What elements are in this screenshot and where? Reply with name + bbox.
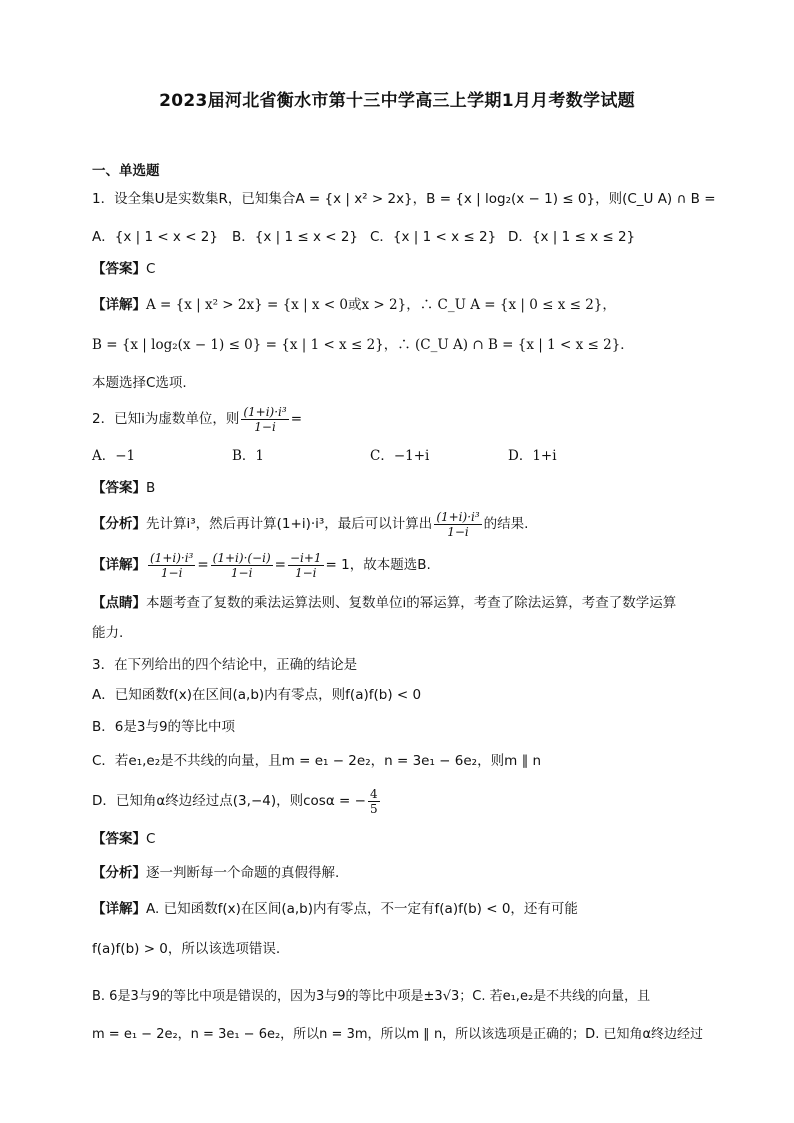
detail-label: 【详解】 <box>92 297 146 313</box>
q2-option-c[interactable]: C．−1+i <box>370 448 430 464</box>
q2-stem-equals: = <box>290 411 303 427</box>
q2-detail-tail: = 1，故本题选B. <box>325 557 431 573</box>
q2-comment-text-1: 本题考查了复数的乘法运算法则、复数单位i的幂运算，考查了除法运算，考查了数学运算 <box>146 595 677 611</box>
answer-label: 【答案】 <box>92 480 146 496</box>
q2-option-a[interactable]: A．−1 <box>92 448 136 464</box>
q2-option-b[interactable]: B．1 <box>232 448 265 464</box>
q3-detail-1 <box>92 900 578 918</box>
q1-option-a[interactable]: A．{x | 1 < x < 2} <box>92 229 218 245</box>
q3-option-a[interactable]: A．已知函数f(x)在区间(a,b)内有零点，则f(a)f(b) < 0 <box>92 687 422 703</box>
q1-answer-value: C <box>146 261 156 277</box>
q3-answer-value: C <box>146 831 156 847</box>
fraction-numerator: (1+i)·i³ <box>436 509 480 524</box>
q1-option-c[interactable]: C．{x | 1 < x ≤ 2} <box>370 229 497 245</box>
q3-stem: 3．在下列给出的四个结论中，正确的结论是 <box>92 657 358 673</box>
q1-answer <box>92 260 155 278</box>
q3-detail-3: B. 6是3与9的等比中项是错误的，因为3与9的等比中项是±3√3；C. 若e₁,e₂是不共线的向量，且 <box>92 989 651 1004</box>
q2-analysis <box>92 507 528 541</box>
comment-label: 【点睛】 <box>92 595 146 611</box>
q2-comment-2: 能力. <box>92 625 124 641</box>
q3-option-b[interactable]: B．6是3与9的等比中项 <box>92 719 236 735</box>
q3-analysis <box>92 864 339 882</box>
fraction-denominator: 1−i <box>447 524 469 539</box>
q2-detail-fraction-1 <box>148 551 195 580</box>
q3-option-d-text: D．已知角α终边经过点(3,−4)，则cosα = − <box>92 793 366 809</box>
q2-stem-text: 2．已知i为虚数单位，则 <box>92 411 240 427</box>
fraction-denominator: 1−i <box>294 565 317 580</box>
fraction-denominator: 1−i <box>254 419 276 434</box>
q3-option-d-fraction <box>368 787 380 816</box>
analysis-label: 【分析】 <box>92 516 146 532</box>
fraction-numerator: (1+i)·(−i) <box>212 550 271 565</box>
fraction-numerator: −i+1 <box>289 550 322 565</box>
q1-detail-1 <box>92 296 616 314</box>
q1-detail-text-1: A = {x | x² > 2x} = {x | x < 0或x > 2}，∴ C_U A = {x | 0 ≤ x ≤ 2}， <box>146 297 616 313</box>
q2-answer <box>92 479 155 497</box>
q3-option-d[interactable] <box>92 784 382 818</box>
q1-stem: 1．设全集U是实数集R，已知集合A = {x | x² > 2x}，B = {x | log₂(x − 1) ≤ 0}，则(C_U A) ∩ B = <box>92 191 716 207</box>
q2-detail-fraction-2 <box>211 551 273 580</box>
section-heading: 一、单选题 <box>92 163 160 179</box>
q1-conclusion: 本题选择C选项. <box>92 375 187 391</box>
equals-sign: = <box>274 557 286 573</box>
fraction-denominator: 5 <box>369 801 378 816</box>
q2-answer-value: B <box>146 480 156 496</box>
fraction-numerator: (1+i)·i³ <box>150 550 194 565</box>
q1-detail-2: B = {x | log₂(x − 1) ≤ 0} = {x | 1 < x ≤ 2}，∴ (C_U A) ∩ B = {x | 1 < x ≤ 2}． <box>92 337 634 353</box>
equals-sign: = <box>197 557 209 573</box>
q3-option-c[interactable]: C．若e₁,e₂是不共线的向量，且m = e₁ − 2e₂，n = 3e₁ − 6e₂，则m ∥ n <box>92 753 542 769</box>
q2-analysis-text: 先计算i³，然后再计算(1+i)·i³，最后可以计算出 <box>146 516 433 532</box>
q2-option-d[interactable]: D．1+i <box>508 448 557 464</box>
q3-detail-text-1: A. 已知函数f(x)在区间(a,b)内有零点，不一定有f(a)f(b) < 0，还有可能 <box>146 901 578 917</box>
q2-stem-fraction <box>241 405 288 434</box>
q3-detail-4: m = e₁ − 2e₂，n = 3e₁ − 6e₂，所以n = 3m，所以m ∥ n，所以该选项是正确的；D. 已知角α终边经过 <box>92 1027 704 1042</box>
q3-detail-2: f(a)f(b) > 0，所以该选项错误. <box>92 941 281 957</box>
answer-label: 【答案】 <box>92 261 146 277</box>
q2-comment-1 <box>92 594 676 612</box>
q2-detail <box>92 548 431 582</box>
q1-option-b[interactable]: B．{x | 1 ≤ x < 2} <box>232 229 359 245</box>
detail-label: 【详解】 <box>92 901 146 917</box>
fraction-denominator: 1−i <box>160 565 183 580</box>
q3-answer <box>92 830 155 848</box>
analysis-label: 【分析】 <box>92 865 146 881</box>
fraction-numerator: (1+i)·i³ <box>243 404 287 419</box>
q3-analysis-text: 逐一判断每一个命题的真假得解. <box>146 865 340 881</box>
q2-detail-fraction-3 <box>288 551 324 580</box>
q2-analysis-fraction <box>434 510 481 539</box>
q1-option-d[interactable]: D．{x | 1 ≤ x ≤ 2} <box>508 229 636 245</box>
page-title: 2023届河北省衡水市第十三中学高三上学期1月月考数学试题 <box>159 91 635 111</box>
q2-analysis-tail: 的结果. <box>483 516 529 532</box>
detail-label: 【详解】 <box>92 557 146 573</box>
fraction-denominator: 1−i <box>230 565 253 580</box>
fraction-numerator: 4 <box>369 786 378 801</box>
answer-label: 【答案】 <box>92 831 146 847</box>
q2-stem <box>92 402 302 436</box>
